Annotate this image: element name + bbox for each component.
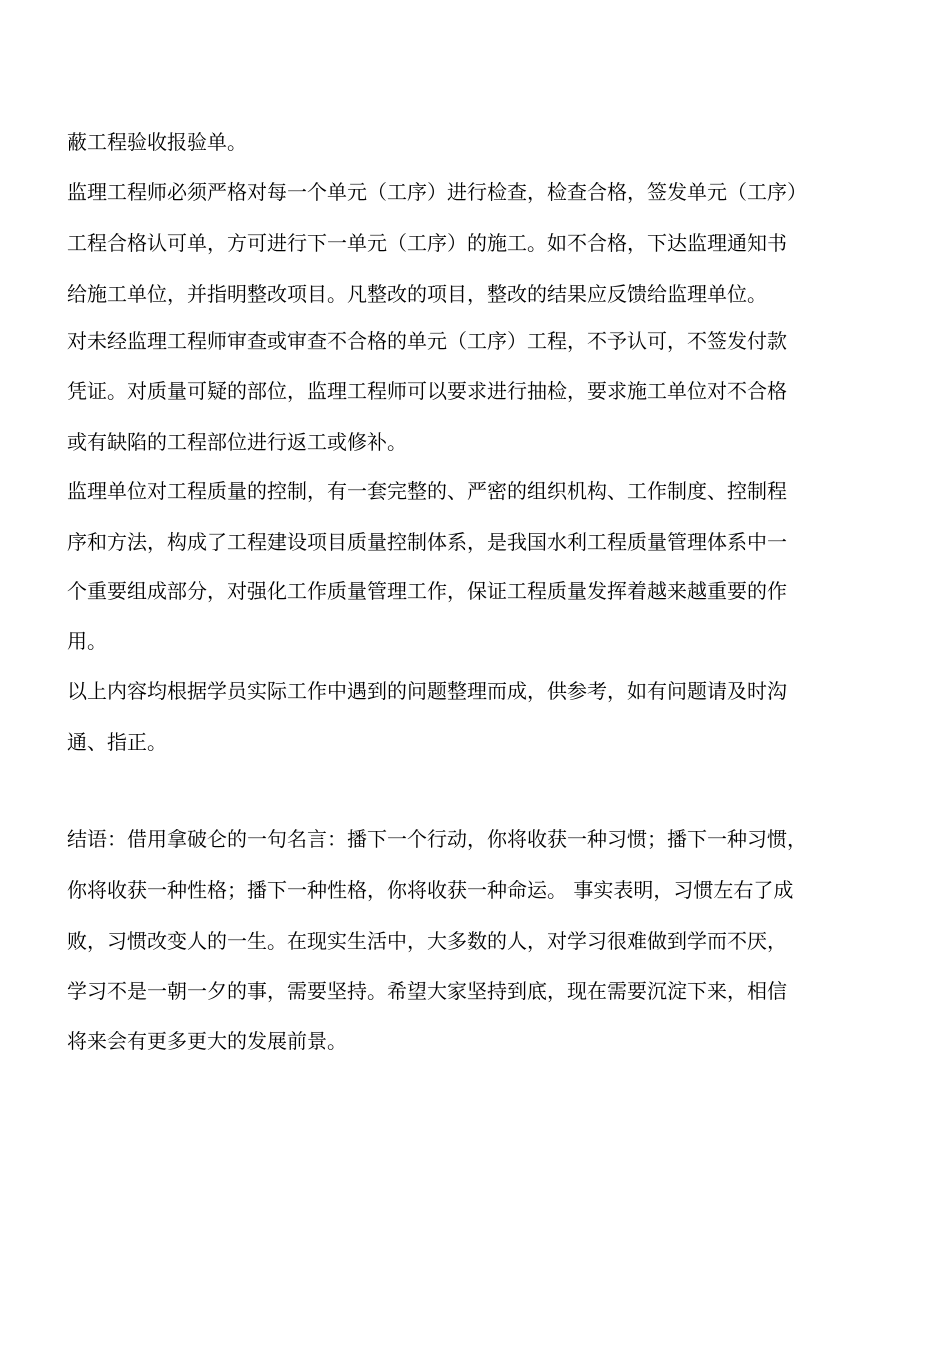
text-line: 凭证。对质量可疑的部位，监理工程师可以要求进行抽检，要求施工单位对不合格 bbox=[67, 379, 787, 403]
text-line: 给施工单位，并指明整改项目。凡整改的项目，整改的结果应反馈给监理单位。 bbox=[67, 282, 767, 306]
text-line: 用。 bbox=[67, 629, 107, 653]
text-line: 监理单位对工程质量的控制，有一套完整的、严密的组织机构、工作制度、控制程 bbox=[67, 479, 787, 503]
text-line: 或有缺陷的工程部位进行返工或修补。 bbox=[67, 430, 407, 454]
text-line: 通、指正。 bbox=[67, 730, 167, 754]
text-line: 将来会有更多更大的发展前景。 bbox=[67, 1029, 347, 1053]
text-line: 以上内容均根据学员实际工作中遇到的问题整理而成，供参考，如有问题请及时沟 bbox=[67, 679, 787, 703]
text-line: 个重要组成部分，对强化工作质量管理工作，保证工程质量发挥着越来越重要的作 bbox=[67, 579, 787, 603]
text-line: 学习不是一朝一夕的事，需要坚持。希望大家坚持到底，现在需要沉淀下来，相信 bbox=[67, 979, 787, 1003]
text-line: 序和方法，构成了工程建设项目质量控制体系，是我国水利工程质量管理体系中一 bbox=[67, 530, 787, 554]
text-line: 对未经监理工程师审查或审查不合格的单元（工序）工程，不予认可，不签发付款 bbox=[67, 329, 787, 353]
text-line: 结语：借用拿破仑的一句名言：播下一个行动，你将收获一种习惯；播下一种习惯， bbox=[67, 827, 807, 851]
text-line: 蔽工程验收报验单。 bbox=[67, 130, 247, 154]
text-line: 败，习惯改变人的一生。在现实生活中，大多数的人，对学习很难做到学而不厌， bbox=[67, 929, 787, 953]
text-line: 监理工程师必须严格对每一个单元（工序）进行检查，检查合格，签发单元（工序） bbox=[67, 180, 807, 204]
text-line: 你将收获一种性格；播下一种性格，你将收获一种命运。 事实表明，习惯左右了成 bbox=[67, 878, 794, 902]
text-line: 工程合格认可单，方可进行下一单元（工序）的施工。如不合格，下达监理通知书 bbox=[67, 231, 787, 255]
